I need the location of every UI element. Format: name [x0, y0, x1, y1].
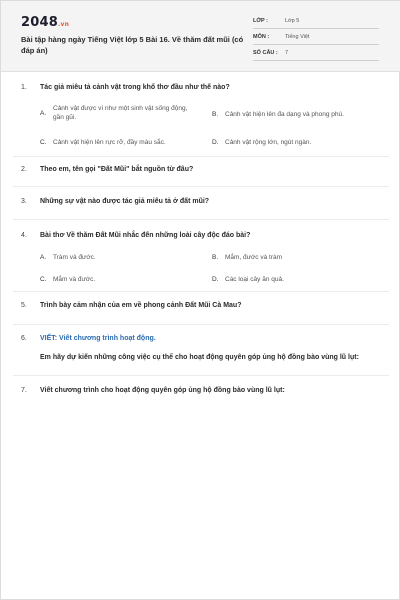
- option-letter: A.: [40, 254, 47, 261]
- site-logo[interactable]: [21, 15, 69, 30]
- question-text: VIẾT: Viết chương trình hoạt động.: [40, 335, 156, 342]
- question-text: Trình bày cảm nhận của em về phong cảnh Đất Mũi Cà Mau?: [40, 302, 242, 309]
- option-letter: D.: [212, 276, 219, 283]
- question-3: [21, 197, 383, 209]
- question-5: [21, 301, 383, 313]
- question-number: 1.: [21, 84, 27, 91]
- question-text: Viết chương trình cho hoạt động quyên góp ủng hộ đồng bào vùng lũ lụt:: [40, 387, 285, 394]
- divider: [13, 186, 389, 187]
- question-subtext: Em hãy dự kiến những công việc cụ thể cho hoạt động quyên góp ủng hộ đồng bào vùng lũ lụt:: [40, 354, 359, 361]
- question-number: 2.: [21, 166, 27, 173]
- meta-grade-value: Lớp 5: [285, 18, 300, 24]
- option-letter: A.: [40, 110, 47, 117]
- document-title: Bài tập hàng ngày Tiếng Việt lớp 5 Bài 16. Về thăm đất mũi (có đáp án): [21, 35, 244, 55]
- meta-subject-value: Tiếng Việt: [285, 34, 310, 40]
- question-text: Tác giả miêu tả cảnh vật trong khổ thơ đầu như thế nào?: [40, 84, 230, 91]
- question-number: 4.: [21, 232, 27, 239]
- meta-count-value: 7: [285, 50, 289, 56]
- question-number: 6.: [21, 335, 27, 342]
- option-text: Tràm và đước.: [53, 254, 96, 261]
- option-text: Mắm và đước.: [53, 276, 96, 283]
- logo-main-text: 2048: [21, 15, 58, 30]
- option-letter: B.: [212, 111, 219, 118]
- question-4: [21, 231, 383, 291]
- option-text: Cảnh vật được ví như một sinh vật sống động, gần gũi.: [53, 105, 188, 121]
- question-number: 3.: [21, 198, 27, 205]
- option-text: Cảnh vật hiện lên đa dạng và phong phú.: [225, 111, 344, 118]
- option-text: Cảnh vật rộng lớn, ngút ngàn.: [225, 139, 312, 146]
- option-letter: B.: [212, 254, 219, 261]
- question-7: [21, 386, 383, 398]
- divider: [13, 291, 389, 292]
- question-2: [21, 165, 383, 177]
- option-letter: D.: [212, 139, 219, 146]
- meta-grade-row: [253, 14, 379, 29]
- divider: [13, 324, 389, 325]
- logo-suffix-text: .vn: [57, 21, 70, 28]
- option-text: Các loại cây ăn quả.: [225, 276, 284, 283]
- option-letter: C.: [40, 276, 47, 283]
- meta-count-row: [253, 46, 379, 61]
- document-header: [1, 1, 400, 72]
- question-1: [21, 83, 383, 163]
- question-text: Những sự vật nào được tác giả miêu tả ở đất mũi?: [40, 198, 210, 205]
- option-letter: C.: [40, 139, 47, 146]
- question-text: Theo em, tên gọi "Đất Mũi" bắt nguồn từ đâu?: [40, 166, 194, 173]
- meta-subject-label: MÔN :: [253, 34, 270, 40]
- option-text: Cảnh vật hiện lên rực rỡ, đầy màu sắc.: [53, 139, 166, 146]
- divider: [13, 375, 389, 376]
- meta-grade-label: LỚP :: [253, 18, 268, 24]
- question-text: Bài thơ Về thăm Đất Mũi nhắc đến những loài cây độc đáo bài?: [40, 232, 251, 239]
- divider: [13, 219, 389, 220]
- divider: [13, 156, 389, 157]
- meta-count-label: SỐ CÂU :: [253, 50, 278, 56]
- meta-subject-row: [253, 30, 379, 45]
- question-number: 5.: [21, 302, 27, 309]
- question-number: 7.: [21, 387, 27, 394]
- option-text: Mắm, đước và tràm: [225, 254, 283, 261]
- question-6: [21, 334, 383, 370]
